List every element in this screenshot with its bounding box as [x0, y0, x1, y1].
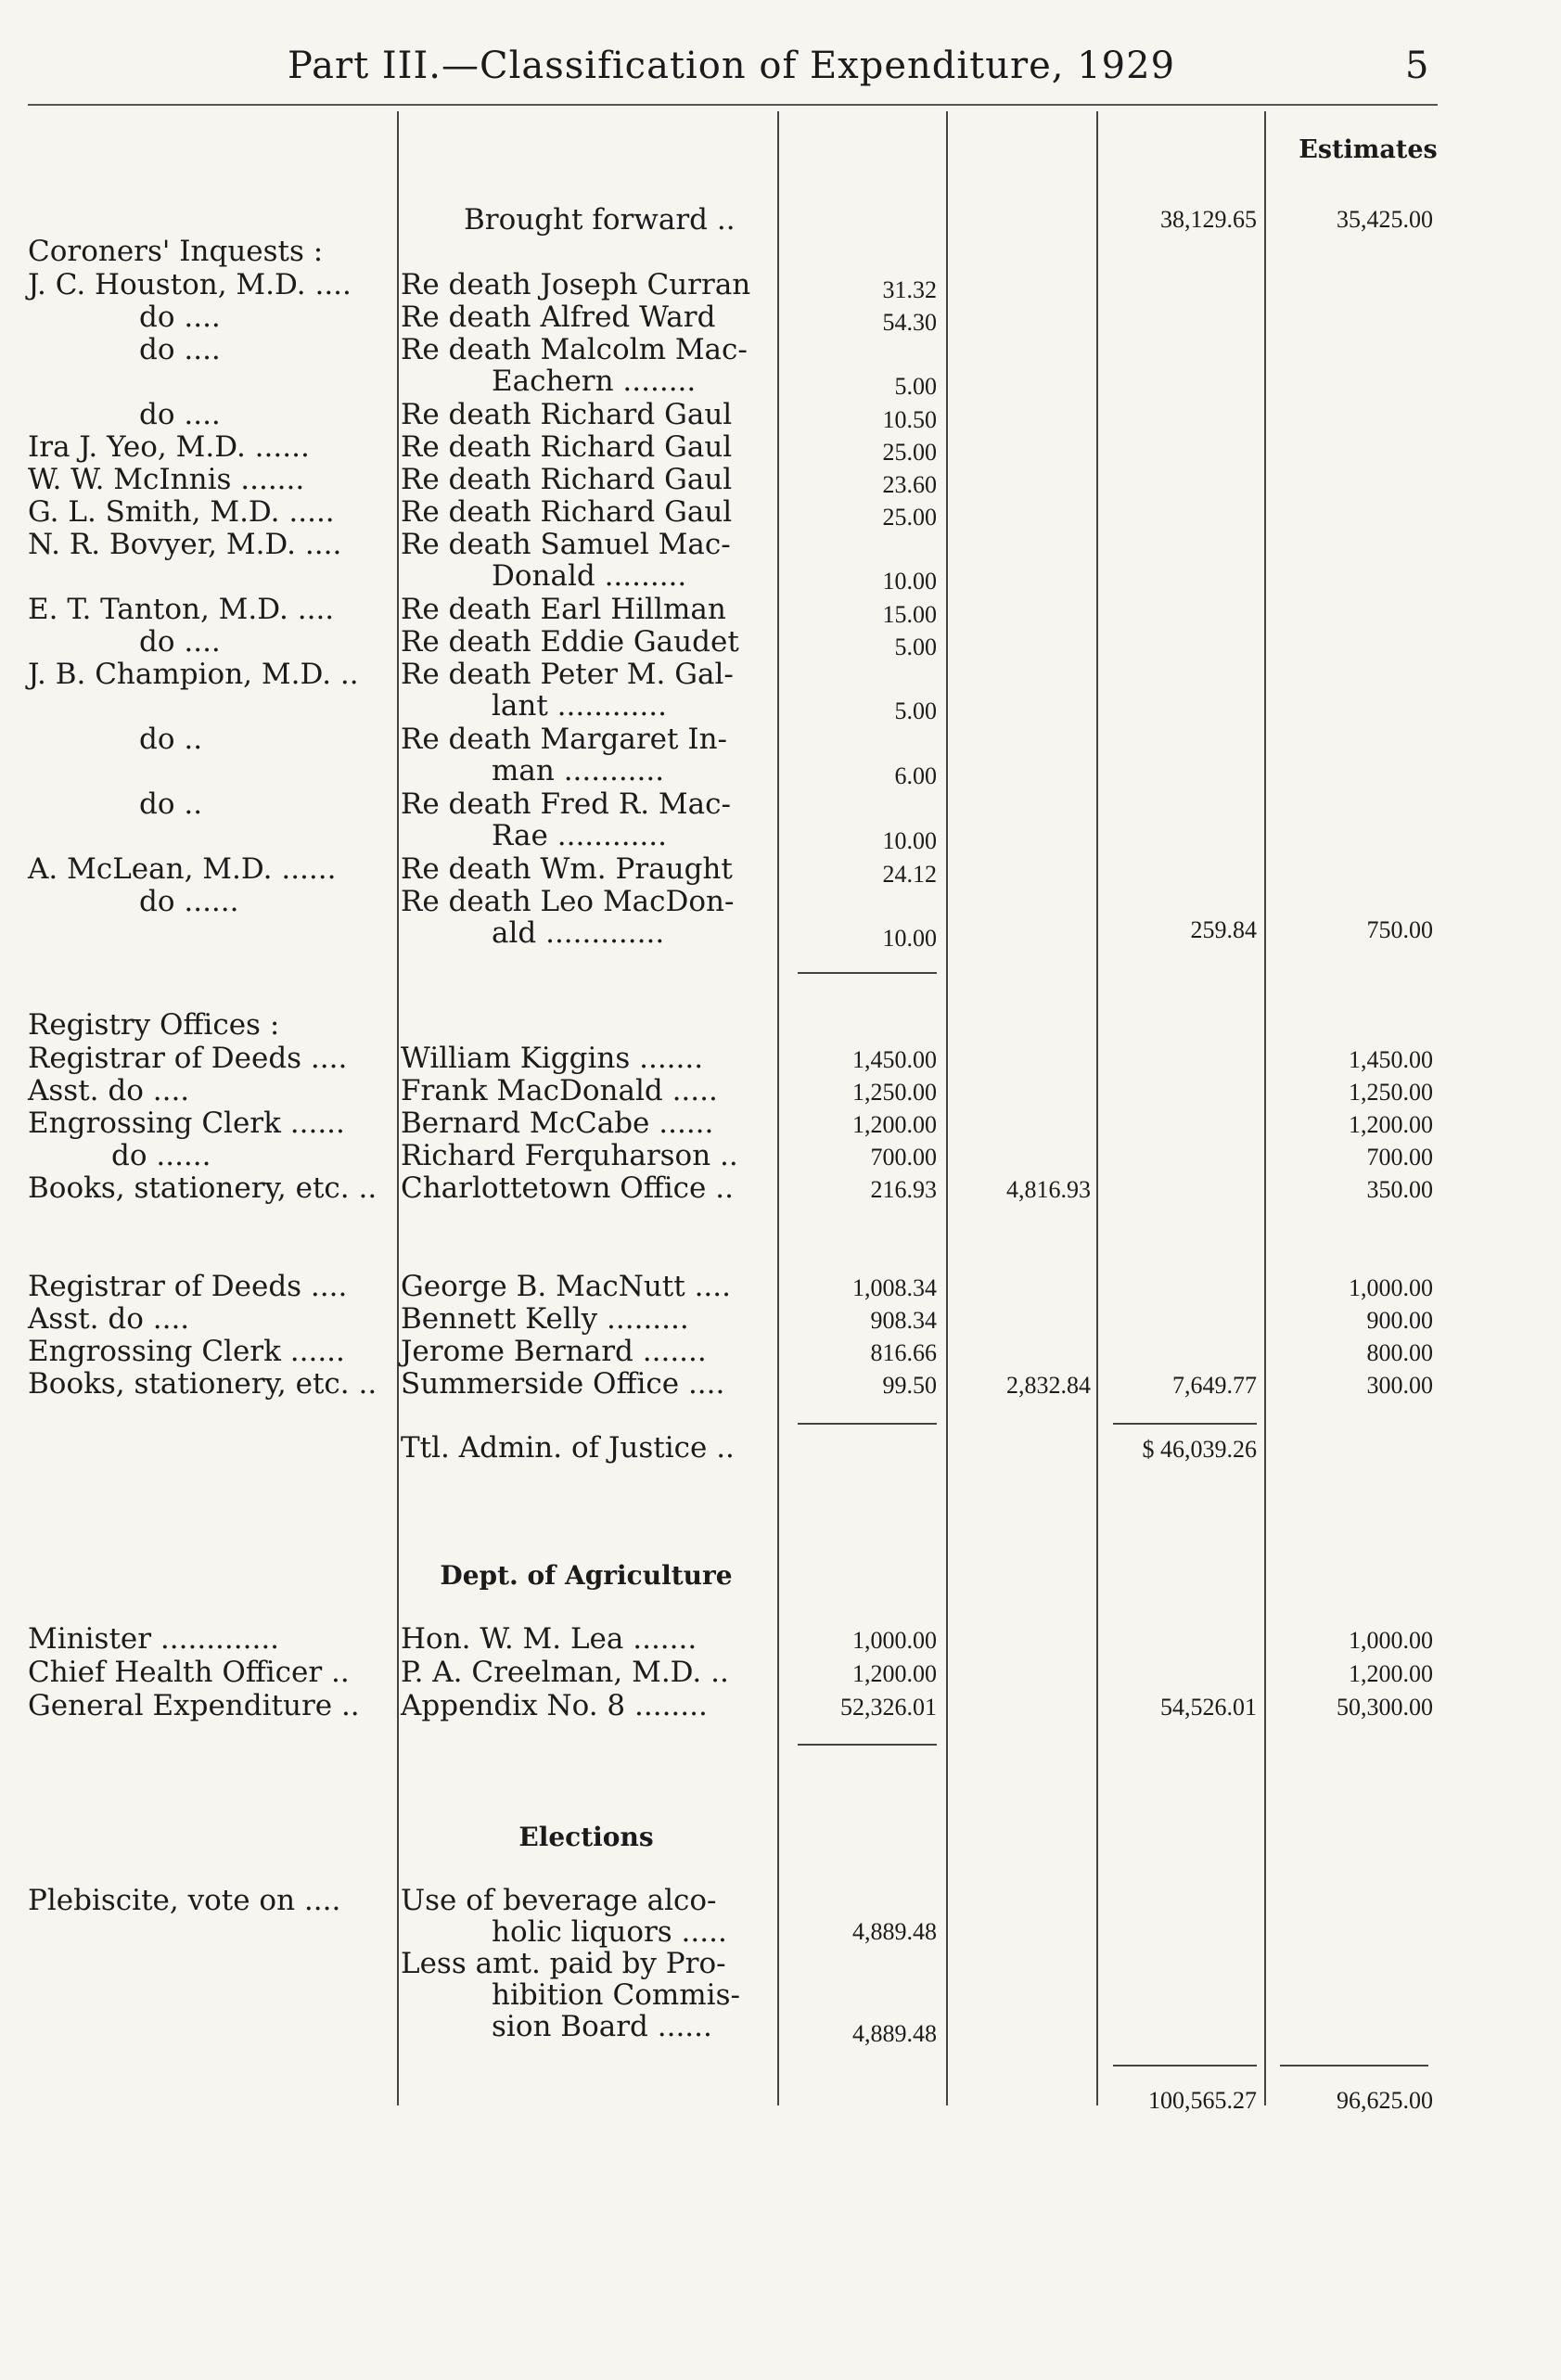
coroner-name: do .... — [139, 625, 221, 659]
registry-total: 7,649.77 — [1172, 1372, 1257, 1399]
coroner-name: do .... — [139, 301, 221, 334]
coroner-desc: man ........... — [492, 754, 665, 787]
agriculture-estimate: 1,200.00 — [1349, 1660, 1433, 1687]
registry-amount: 1,450.00 — [852, 1046, 937, 1073]
registry-amount: 816.66 — [870, 1339, 937, 1366]
registry-estimate: 1,250.00 — [1349, 1079, 1433, 1106]
registry-desc: George B. MacNutt .... — [401, 1270, 731, 1303]
coroner-desc: Re death Peter M. Gal- — [401, 658, 734, 691]
coroner-desc: Re death Alfred Ward — [401, 301, 716, 334]
registry-desc: Jerome Bernard ....... — [401, 1335, 707, 1368]
registry-name: Books, stationery, etc. .. — [28, 1171, 377, 1205]
agriculture-estimate: 1,000.00 — [1349, 1627, 1433, 1654]
coroner-amount: 10.00 — [882, 568, 937, 595]
coroner-name: N. R. Bovyer, M.D. .... — [28, 528, 342, 561]
coroner-desc: lant ............ — [492, 689, 667, 723]
coroner-desc: Re death Eddie Gaudet — [401, 625, 739, 659]
registry-estimate: 300.00 — [1366, 1372, 1433, 1399]
coroner-desc: Re death Richard Gaul — [401, 430, 733, 464]
registry-estimate: 350.00 — [1366, 1176, 1433, 1203]
elections-desc2-line1: Less amt. paid by Pro- — [401, 1947, 726, 1980]
coroner-amount: 25.00 — [882, 504, 937, 531]
registry-estimate: 1,200.00 — [1349, 1111, 1433, 1138]
coroner-amount: 24.12 — [882, 861, 937, 888]
coroner-amount: 5.00 — [894, 697, 937, 724]
coroner-amount: 15.00 — [882, 601, 937, 628]
coroner-name: Ira J. Yeo, M.D. ...... — [28, 430, 310, 464]
registry-estimate: 800.00 — [1366, 1339, 1433, 1366]
coroner-name: E. T. Tanton, M.D. .... — [28, 593, 335, 626]
coroner-name: do ...... — [139, 885, 239, 918]
coroner-desc: Rae ............ — [492, 819, 667, 852]
registry-desc: Richard Ferquharson .. — [401, 1139, 738, 1172]
coroner-desc: Re death Richard Gaul — [401, 398, 733, 431]
coroner-name: J. C. Houston, M.D. .... — [28, 268, 352, 301]
header-rule — [28, 104, 1438, 106]
registry-name: Asst. do .... — [28, 1302, 190, 1336]
coroner-amount: 10.50 — [882, 406, 937, 433]
registry-estimate: 700.00 — [1366, 1144, 1433, 1171]
coroner-name: do .... — [139, 333, 221, 366]
agriculture-amount: 1,000.00 — [852, 1627, 937, 1654]
registry-name: Engrossing Clerk ...... — [28, 1335, 345, 1368]
agriculture-name: Chief Health Officer .. — [28, 1656, 350, 1689]
coroner-desc: Re death Richard Gaul — [401, 463, 733, 496]
agriculture-desc: Hon. W. M. Lea ....... — [401, 1622, 697, 1656]
coroner-desc: Re death Samuel Mac- — [401, 528, 731, 561]
coroner-amount: 6.00 — [894, 762, 937, 789]
coroners-total: 259.84 — [1190, 916, 1257, 943]
coroner-desc: Re death Richard Gaul — [401, 495, 733, 529]
page-title: Part III.—Classification of Expenditure, 1929 — [288, 45, 1176, 87]
elections-name: Plebiscite, vote on .... — [28, 1884, 341, 1917]
agriculture-amount: 1,200.00 — [852, 1660, 937, 1687]
page-header — [0, 45, 1561, 100]
coroner-amount: 31.32 — [882, 276, 937, 303]
registry-amount: 700.00 — [870, 1144, 937, 1171]
justice-total-label: Ttl. Admin. of Justice .. — [401, 1431, 735, 1465]
elections-amount2: 4,889.48 — [852, 2020, 937, 2047]
coroners-sum-rule — [798, 972, 937, 974]
grand-estimate-rule — [1280, 2065, 1428, 2067]
elections-desc1-line2: holic liquors ..... — [492, 1915, 727, 1949]
coroner-desc: ald ............. — [492, 916, 665, 950]
registry-desc: Charlottetown Office .. — [401, 1171, 734, 1205]
agriculture-name: Minister ............. — [28, 1622, 280, 1656]
coroner-name: do .. — [139, 787, 203, 821]
registry-desc: Summerside Office .... — [401, 1367, 725, 1401]
registry-name: Registrar of Deeds .... — [28, 1270, 348, 1303]
agriculture-name: General Expenditure .. — [28, 1689, 360, 1722]
registry-amount: 1,008.34 — [852, 1274, 937, 1301]
grand-total: 100,565.27 — [1148, 2087, 1257, 2114]
coroner-name: J. B. Champion, M.D. .. — [28, 658, 359, 691]
column-rule-4 — [1096, 111, 1098, 2105]
registry-name: Engrossing Clerk ...... — [28, 1107, 345, 1140]
column-rule-2 — [777, 111, 779, 2105]
brought-forward-label: Brought forward .. — [464, 203, 736, 237]
registry-desc: Frank MacDonald ..... — [401, 1074, 718, 1107]
grand-total-rule — [1113, 2065, 1257, 2067]
elections-desc2-line3: sion Board ...... — [492, 2010, 712, 2043]
registry-estimate: 1,450.00 — [1349, 1046, 1433, 1073]
registry-amount: 216.93 — [870, 1176, 937, 1203]
brought-forward-total: 38,129.65 — [1160, 206, 1257, 233]
coroner-amount: 5.00 — [894, 633, 937, 660]
registry-subtotal-rule — [1113, 1423, 1257, 1425]
coroner-name: do .... — [139, 398, 221, 431]
coroner-name: do .. — [139, 723, 203, 756]
coroner-desc: Donald ......... — [492, 559, 687, 593]
coroner-name: A. McLean, M.D. ...... — [28, 852, 337, 886]
registry-subtotal: 2,832.84 — [1006, 1372, 1091, 1399]
estimates-header: Estimates — [1299, 135, 1438, 164]
page-number: 5 — [1405, 45, 1429, 87]
coroner-desc: Re death Wm. Praught — [401, 852, 733, 886]
coroner-amount: 54.30 — [882, 309, 937, 336]
coroner-desc: Re death Margaret In- — [401, 723, 728, 756]
coroner-amount: 10.00 — [882, 827, 937, 854]
coroner-amount: 5.00 — [894, 373, 937, 400]
justice-total-value: $ 46,039.26 — [1142, 1436, 1257, 1463]
column-rule-3 — [946, 111, 948, 2105]
coroner-desc: Re death Earl Hillman — [401, 593, 726, 626]
coroner-desc: Re death Joseph Curran — [401, 268, 751, 301]
column-rule-1 — [397, 111, 399, 2105]
brought-forward-estimate: 35,425.00 — [1337, 206, 1433, 233]
agriculture-desc: Appendix No. 8 ........ — [401, 1689, 708, 1722]
registry-desc: Bennett Kelly ......... — [401, 1302, 689, 1336]
agriculture-desc: P. A. Creelman, M.D. .. — [401, 1656, 729, 1689]
registry-estimate: 900.00 — [1366, 1307, 1433, 1334]
registry-name: Asst. do .... — [28, 1074, 190, 1107]
coroner-amount: 10.00 — [882, 925, 937, 952]
registry-amount: 99.50 — [882, 1372, 937, 1399]
registry-subtotal: 4,816.93 — [1006, 1176, 1091, 1203]
elections-amount1: 4,889.48 — [852, 1918, 937, 1945]
agriculture-estimate: 50,300.00 — [1337, 1694, 1433, 1721]
registry-estimate: 1,000.00 — [1349, 1274, 1433, 1301]
elections-desc2-line2: hibition Commis- — [492, 1978, 740, 2012]
registry-name: Books, stationery, etc. .. — [28, 1367, 377, 1401]
coroner-desc: Re death Fred R. Mac- — [401, 787, 731, 821]
coroner-name: G. L. Smith, M.D. ..... — [28, 495, 335, 529]
coroner-desc: Re death Malcolm Mac- — [401, 333, 748, 366]
coroner-desc: Eachern ........ — [492, 365, 697, 398]
elections-desc1-line1: Use of beverage alco- — [401, 1884, 717, 1917]
elections-heading: Elections — [518, 1822, 654, 1852]
coroners-heading: Coroners' Inquests : — [28, 235, 324, 268]
column-rule-5 — [1264, 111, 1266, 2105]
coroner-amount: 25.00 — [882, 439, 937, 466]
registry-heading: Registry Offices : — [28, 1008, 280, 1042]
coroner-desc: Re death Leo MacDon- — [401, 885, 735, 918]
registry-desc: Bernard McCabe ...... — [401, 1107, 714, 1140]
registry-amount: 908.34 — [870, 1307, 937, 1334]
grand-estimate: 96,625.00 — [1337, 2087, 1433, 2114]
registry-sum-rule — [798, 1423, 937, 1425]
registry-amount: 1,250.00 — [852, 1079, 937, 1106]
agriculture-sum-rule — [798, 1744, 937, 1746]
registry-name: Registrar of Deeds .... — [28, 1042, 348, 1075]
coroner-amount: 23.60 — [882, 471, 937, 498]
agriculture-total: 54,526.01 — [1160, 1694, 1257, 1721]
registry-name: do ...... — [111, 1139, 211, 1172]
agriculture-heading: Dept. of Agriculture — [440, 1560, 733, 1591]
agriculture-amount: 52,326.01 — [840, 1694, 937, 1721]
registry-amount: 1,200.00 — [852, 1111, 937, 1138]
coroners-estimate: 750.00 — [1366, 916, 1433, 943]
coroner-name: W. W. McInnis ....... — [28, 463, 305, 496]
registry-desc: William Kiggins ....... — [401, 1042, 704, 1075]
